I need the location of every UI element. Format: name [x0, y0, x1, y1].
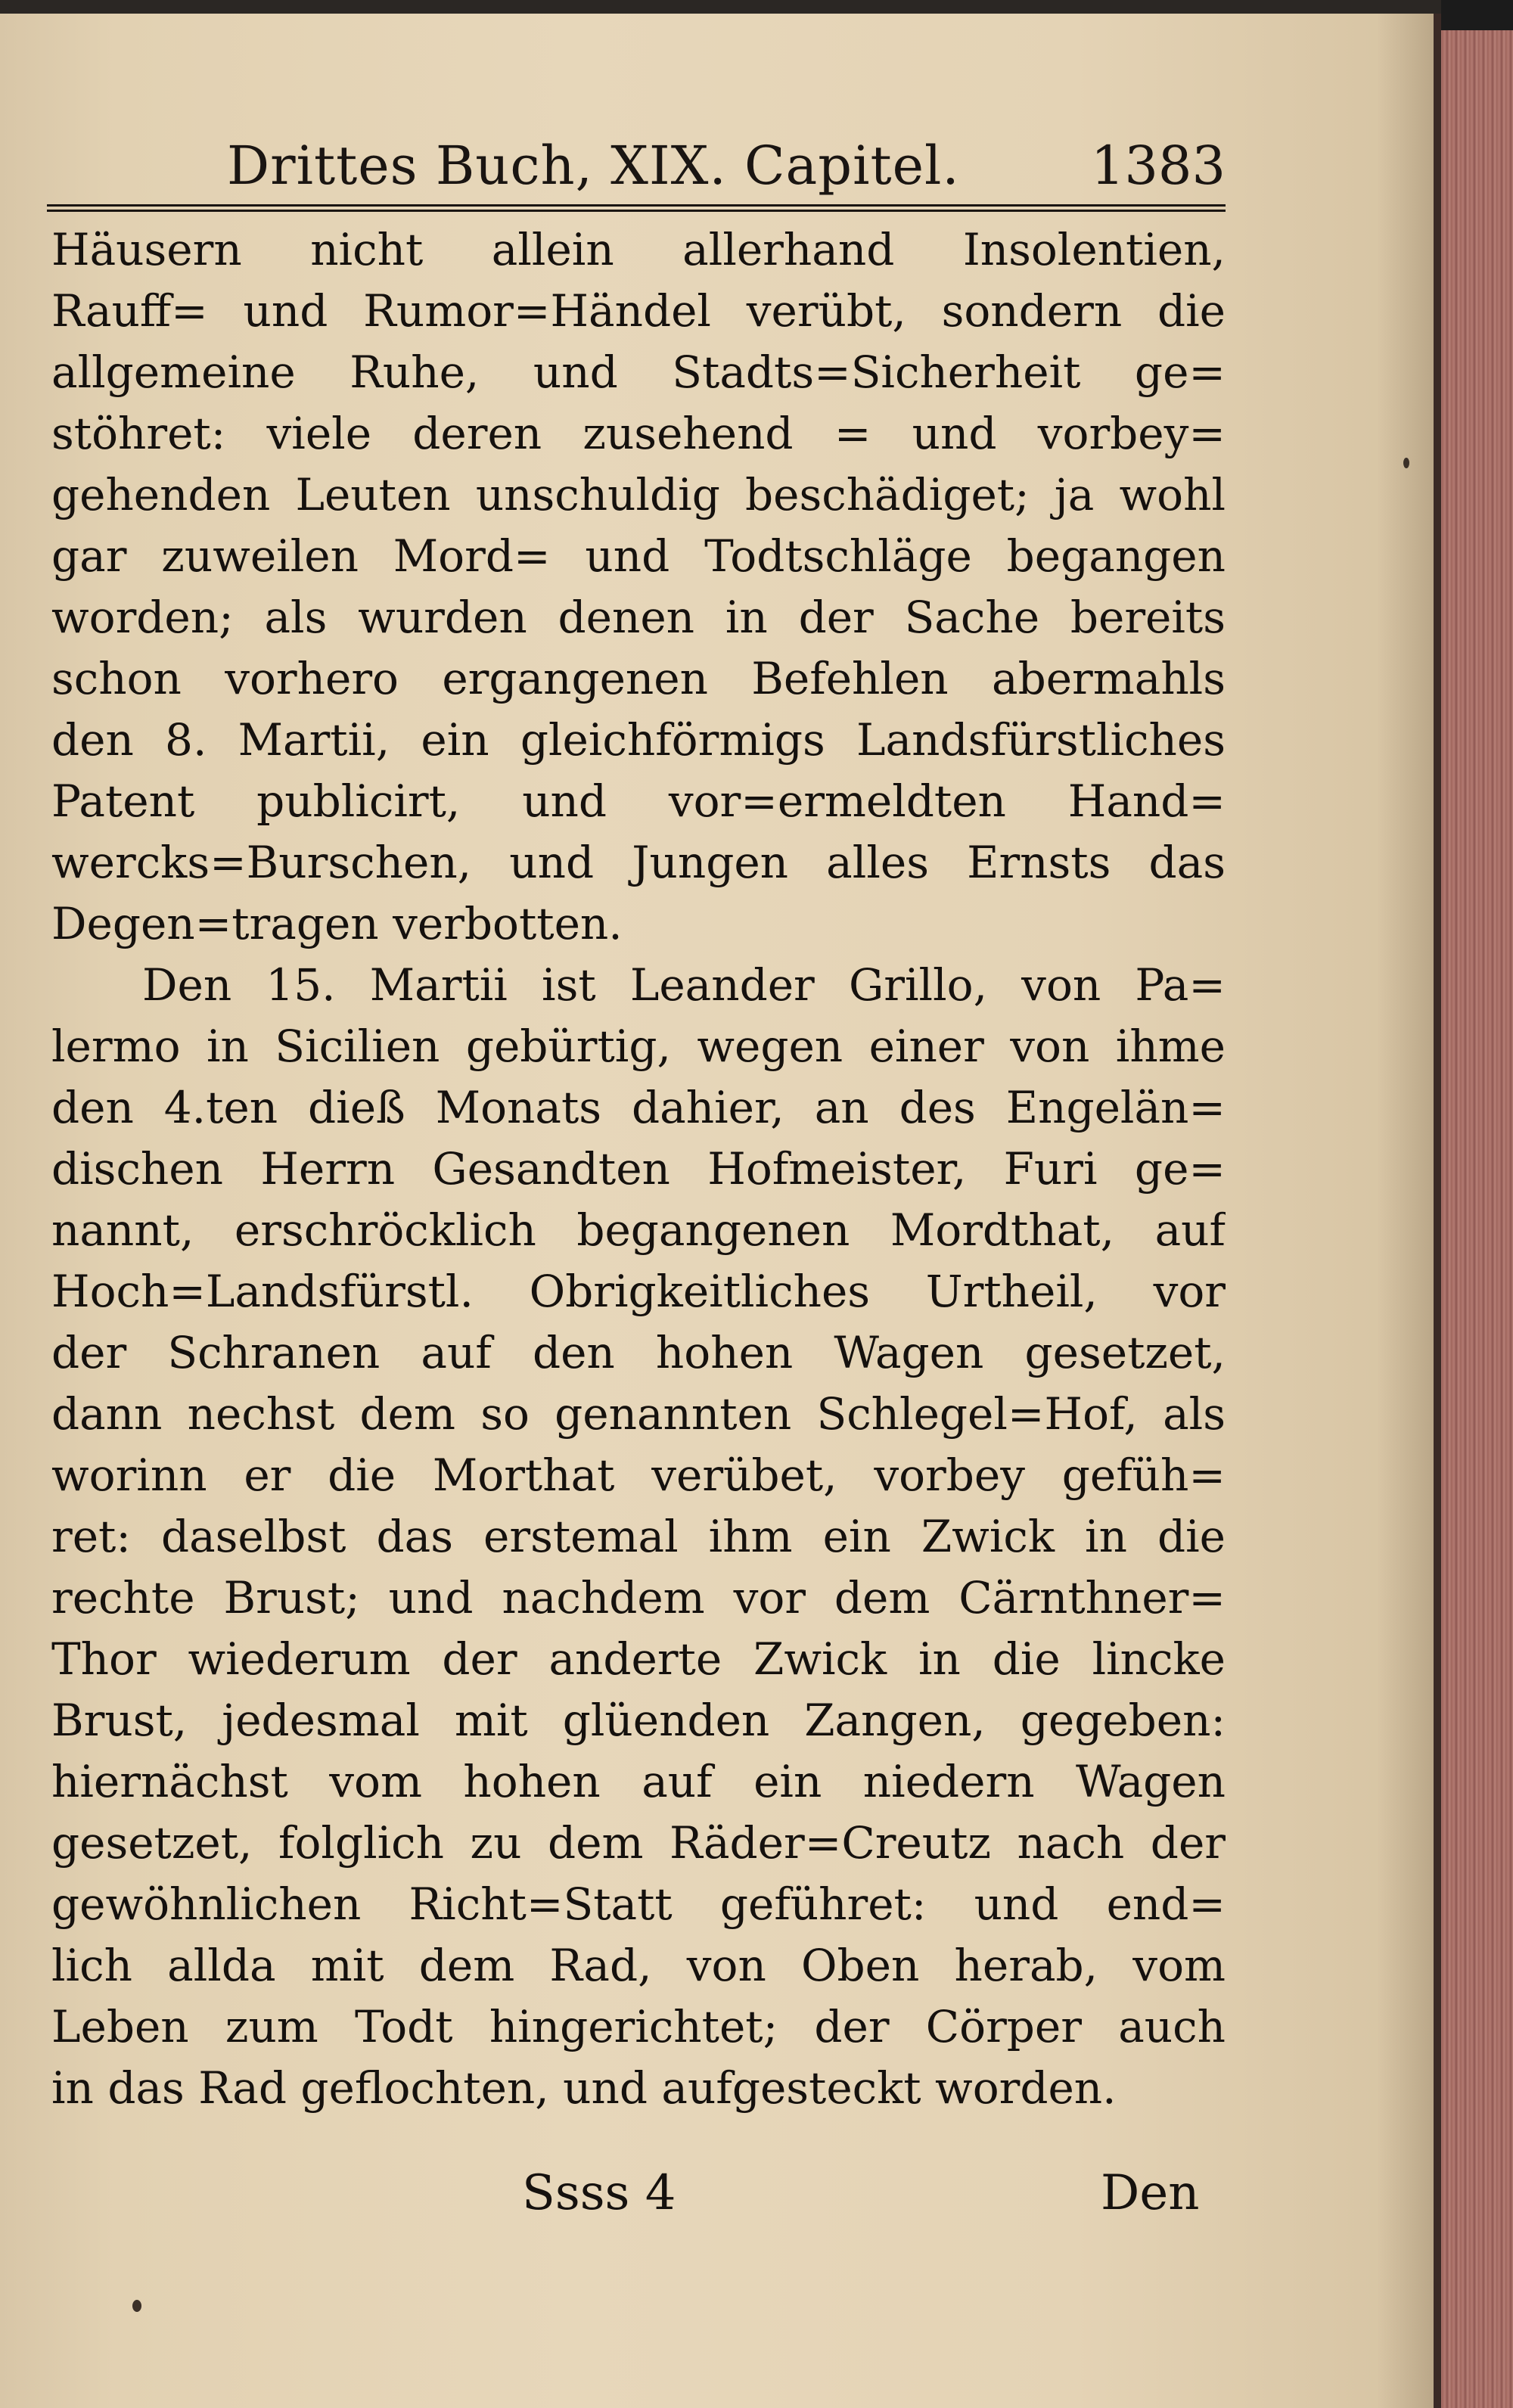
page-gap-shadow [1434, 14, 1441, 2408]
text-line: dischen Herrn Gesandten Hofmeister, Furi ge= [51, 1143, 1226, 1195]
page-edge-shadow [1377, 14, 1434, 2408]
running-head [227, 127, 1226, 200]
text-line: dann nechst dem so genannten Schlegel=Hof, als [51, 1388, 1226, 1440]
page-number: 1383 [1090, 135, 1226, 197]
text-line: Häusern nicht allein allerhand Insolentien, [51, 224, 1226, 275]
text-line: Leben zum Todt hingerichtet; der Cörper auch [51, 2001, 1226, 2052]
text-line: Hoch=Landsfürstl. Obrigkeitliches Urtheil, vor [51, 1266, 1226, 1317]
text-line: worinn er die Morthat verübet, vorbey gefüh= [51, 1449, 1226, 1501]
text-line: Thor wiederum der anderte Zwick in die lincke [51, 1633, 1226, 1685]
catchword: Den [1101, 2165, 1200, 2221]
text-line: den 8. Martii, ein gleichförmigs Landsfürstliches [51, 714, 1226, 766]
text-line: rechte Brust; und nachdem vor dem Cärnthner= [51, 1572, 1226, 1623]
text-line: Patent publicirt, und vor=ermeldten Hand= [51, 775, 1226, 827]
background-corner [1441, 0, 1513, 30]
text-line: gesetzet, folglich zu dem Räder=Creutz nach der [51, 1817, 1226, 1869]
text-line: hiernächst vom hohen auf ein niedern Wagen [51, 1756, 1226, 1807]
paper-speck [132, 2300, 141, 2312]
text-line: gewöhnlichen Richt=Statt geführet: und end= [51, 1878, 1226, 1930]
text-line: Den 15. Martii ist Leander Grillo, von Pa= [142, 959, 1226, 1011]
background-top [0, 0, 1441, 14]
text-line: Rauff= und Rumor=Händel verübt, sondern die [51, 285, 1226, 337]
header-rule [47, 204, 1226, 212]
text-line: Brust, jedesmal mit glüenden Zangen, gegeben: [51, 1695, 1226, 1746]
text-line: in das Rad geflochten, und aufgesteckt worden. [51, 2062, 1117, 2114]
text-line: worden; als wurden denen in der Sache bereits [51, 592, 1226, 643]
signature-mark: Ssss 4 [522, 2165, 676, 2221]
text-line: der Schranen auf den hohen Wagen gesetzet, [51, 1327, 1226, 1378]
text-line: schon vorhero ergangenen Befehlen abermahls [51, 653, 1226, 704]
text-line: lich allda mit dem Rad, von Oben herab, vom [51, 1940, 1226, 1991]
body-text [51, 219, 1226, 2119]
book-fore-edge [1434, 14, 1513, 2408]
running-head-title: Drittes Buch, XIX. Capitel. [227, 135, 960, 197]
text-line: gar zuweilen Mord= und Todtschläge begangen [51, 530, 1226, 582]
text-line: allgemeine Ruhe, und Stadts=Sicherheit ge= [51, 346, 1226, 398]
text-line: nannt, erschröcklich begangenen Mordthat, auf [51, 1204, 1226, 1256]
paper-speck [1403, 458, 1409, 468]
text-line: gehenden Leuten unschuldig beschädiget; ja wohl [51, 469, 1226, 520]
text-line: stöhret: viele deren zusehend = und vorbey= [51, 408, 1226, 459]
text-line: den 4.ten dieß Monats dahier, an des Engelän= [51, 1082, 1226, 1133]
text-line: Degen=tragen verbotten. [51, 898, 623, 949]
text-line: lermo in Sicilien gebürtig, wegen einer von ihme [51, 1021, 1226, 1072]
text-line: wercks=Burschen, und Jungen alles Ernsts das [51, 837, 1226, 888]
text-line: ret: daselbst das erstemal ihm ein Zwick in die [51, 1511, 1226, 1562]
